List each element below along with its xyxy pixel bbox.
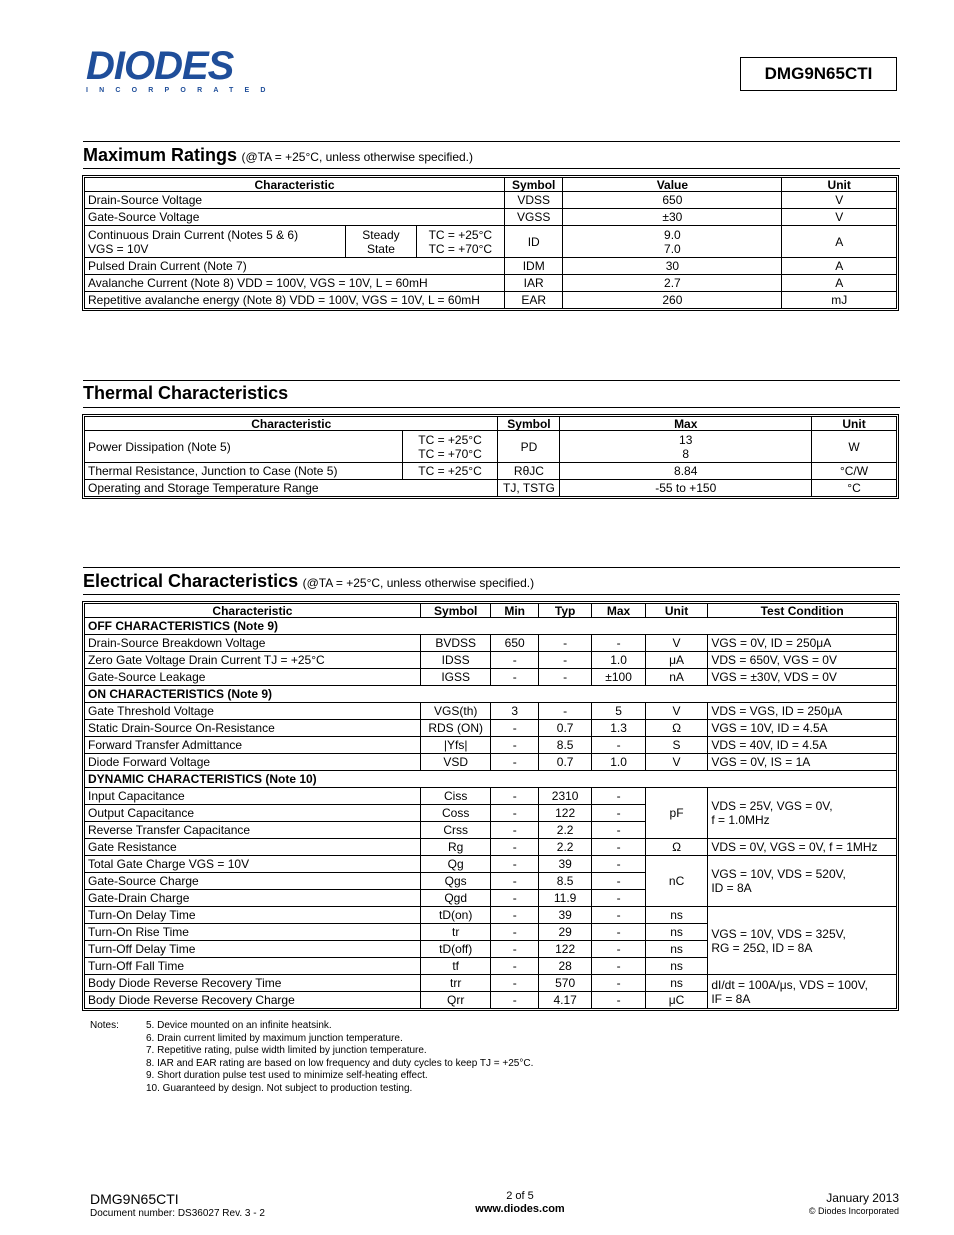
cell: Diode Forward Voltage: [85, 754, 421, 771]
cell: Rg: [420, 839, 491, 856]
cell: 1.0: [592, 652, 645, 669]
cell: Qg: [420, 856, 491, 873]
cell: nA: [645, 669, 708, 686]
cell: 260: [563, 292, 782, 309]
cell: Operating and Storage Temperature Range: [85, 480, 498, 497]
section-rule: [83, 407, 900, 408]
cell: -: [592, 635, 645, 652]
cell: 28: [538, 958, 591, 975]
cell: ns: [645, 907, 708, 924]
cell: -: [592, 907, 645, 924]
cell: ns: [645, 941, 708, 958]
cell: Drain-Source Voltage: [85, 192, 505, 209]
cell: Body Diode Reverse Recovery Time: [85, 975, 421, 992]
cell: RθJC: [498, 463, 560, 480]
cell: -: [491, 890, 538, 907]
cell: -: [491, 788, 538, 805]
col-header: Symbol: [420, 604, 491, 618]
cell-line: f = 1.0MHz: [711, 813, 770, 827]
cell: -: [592, 873, 645, 890]
table-row: [85, 258, 897, 275]
section-rule: [83, 567, 900, 568]
cell: -: [491, 805, 538, 822]
cell: -: [491, 856, 538, 873]
thermal-heading: [83, 383, 900, 404]
table-row: [85, 431, 897, 463]
cell: VGS = ±30V, VDS = 0V: [708, 669, 897, 686]
cell-line: VGS = 10V, VDS = 325V,: [711, 926, 846, 941]
cell: Coss: [420, 805, 491, 822]
cell: Drain-Source Breakdown Voltage: [85, 635, 421, 652]
cell-line: VGS = 10V, VDS = 520V,: [711, 867, 846, 881]
table-row: [85, 975, 897, 992]
cell: 8.84: [560, 463, 812, 480]
cell-line: TC = +25°C: [418, 432, 482, 447]
footer-right: [700, 1191, 899, 1216]
table-row: [85, 275, 897, 292]
table-header-row: [85, 604, 897, 618]
cell: trr: [420, 975, 491, 992]
col-header: Characteristic: [85, 417, 498, 431]
cell: -: [491, 873, 538, 890]
cell: -: [491, 754, 538, 771]
cell: Repetitive avalanche energy (Note 8) VDD = 100V, VGS = 10V, L = 60mH: [85, 292, 505, 309]
cell: [708, 975, 897, 1009]
cell-line: 13: [679, 432, 693, 447]
cell-line: TC = +70°C: [428, 241, 493, 256]
cell: VDSS: [505, 192, 563, 209]
section-rule: [83, 380, 900, 381]
cell-line: VGS = 10V: [88, 241, 149, 256]
cell: 0.7: [538, 720, 591, 737]
cell: V: [782, 192, 897, 209]
cell: -: [491, 975, 538, 992]
cell: tD(off): [420, 941, 491, 958]
cell-line: IF = 8A: [711, 991, 751, 1006]
cell: -: [592, 822, 645, 839]
cell: V: [645, 754, 708, 771]
cell: 5: [592, 703, 645, 720]
cell: Qrr: [420, 992, 491, 1009]
table-row: [85, 669, 897, 686]
notes-label: Notes:: [90, 1020, 119, 1031]
cell: -: [491, 822, 538, 839]
table-header-row: [85, 417, 897, 431]
cell: Zero Gate Voltage Drain Current TJ = +25°C: [85, 652, 421, 669]
cell: Avalanche Current (Note 8) VDD = 100V, VGS = 10V, L = 60mH: [85, 275, 505, 292]
cell: Gate-Source Voltage: [85, 209, 505, 226]
cell: BVDSS: [420, 635, 491, 652]
section-rule: [83, 141, 900, 142]
cell-line: RG = 25Ω, ID = 8A: [711, 940, 813, 955]
cell: -: [592, 890, 645, 907]
cell: -: [538, 669, 591, 686]
cell: -: [491, 924, 538, 941]
cell-line: TC = +70°C: [418, 446, 482, 461]
cell: Total Gate Charge VGS = 10V: [85, 856, 421, 873]
footer-date: January 2013: [826, 1191, 899, 1205]
cell: -: [491, 958, 538, 975]
cell: 39: [538, 907, 591, 924]
cell: 1.3: [592, 720, 645, 737]
cell: ns: [645, 975, 708, 992]
section-title: Maximum Ratings: [83, 145, 238, 165]
section-subtitle: (@TA = +25°C, unless otherwise specified.): [302, 576, 535, 590]
section-row: [85, 618, 897, 635]
cell: A: [782, 258, 897, 275]
cell: VSD: [420, 754, 491, 771]
cell: °C: [812, 480, 897, 497]
col-header: Value: [563, 178, 782, 192]
cell: ±100: [592, 669, 645, 686]
table-row: [85, 635, 897, 652]
cell: Gate-Source Leakage: [85, 669, 421, 686]
cell: [560, 431, 812, 463]
note-item: 7. Repetitive rating, pulse width limited by junction temperature.: [146, 1045, 427, 1057]
footer-part-number: DMG9N65CTI: [90, 1191, 179, 1207]
cell: RDS (ON): [420, 720, 491, 737]
cell: IDSS: [420, 652, 491, 669]
electrical-table: [84, 603, 897, 1009]
cell: VDS = VGS, ID = 250μA: [708, 703, 897, 720]
cell: 122: [538, 941, 591, 958]
col-header: Unit: [782, 178, 897, 192]
cell: -: [491, 720, 538, 737]
cell: -: [491, 652, 538, 669]
cell: -: [592, 958, 645, 975]
cell: -: [592, 805, 645, 822]
footer-doc-number: Document number: DS36027 Rev. 3 - 2: [90, 1208, 265, 1219]
notes-list: [146, 1020, 746, 1096]
cell: VGS(th): [420, 703, 491, 720]
cell-line: 9.0: [664, 227, 681, 242]
cell: -: [491, 839, 538, 856]
cell: [708, 856, 897, 907]
thermal-table: [84, 416, 897, 497]
cell-line: Continuous Drain Current (Notes 5 & 6): [88, 227, 299, 242]
cell: 8.5: [538, 873, 591, 890]
cell: mJ: [782, 292, 897, 309]
cell: 8.5: [538, 737, 591, 754]
note-item: 6. Drain current limited by maximum junction temperature.: [146, 1032, 403, 1044]
logo-wordmark: DIODES: [86, 44, 234, 88]
cell: 39: [538, 856, 591, 873]
cell: -: [592, 975, 645, 992]
diodes-logo: [86, 44, 277, 94]
col-header: Min: [491, 604, 538, 618]
section-title: Electrical Characteristics: [83, 571, 299, 591]
footer-page-number: 2 of 5: [506, 1190, 534, 1202]
cell: W: [812, 431, 897, 463]
cell: -: [538, 635, 591, 652]
max-ratings-table: [84, 177, 897, 309]
section-label: ON CHARACTERISTICS (Note 9): [85, 686, 897, 703]
cell: IAR: [505, 275, 563, 292]
cell: ns: [645, 958, 708, 975]
table-header-row: [85, 178, 897, 192]
cell: [708, 907, 897, 975]
cell: -: [592, 924, 645, 941]
cell: 1.0: [592, 754, 645, 771]
col-header: Max: [560, 417, 812, 431]
cell: Pulsed Drain Current (Note 7): [85, 258, 505, 275]
table-row: [85, 703, 897, 720]
table-row: [85, 737, 897, 754]
cell-line: 8: [682, 446, 690, 461]
cell: -: [491, 669, 538, 686]
cell: [402, 431, 498, 463]
cell: Turn-On Delay Time: [85, 907, 421, 924]
section-row: [85, 771, 897, 788]
col-header: Typ: [538, 604, 591, 618]
cell: A: [782, 226, 897, 258]
cell: VDS = 0V, VGS = 0V, f = 1MHz: [708, 839, 897, 856]
table-row: [85, 226, 897, 258]
cell: tr: [420, 924, 491, 941]
cell: VDS = 40V, ID = 4.5A: [708, 737, 897, 754]
cell: ns: [645, 924, 708, 941]
cell: VGS = 0V, IS = 1A: [708, 754, 897, 771]
footer-copyright: © Diodes Incorporated: [808, 1206, 899, 1216]
cell: 650: [563, 192, 782, 209]
cell: Turn-Off Fall Time: [85, 958, 421, 975]
cell: -: [592, 992, 645, 1009]
cell: Thermal Resistance, Junction to Case (Note 5): [85, 463, 403, 480]
section-label: DYNAMIC CHARACTERISTICS (Note 10): [85, 771, 897, 788]
cell: Gate Resistance: [85, 839, 421, 856]
cell: Gate-Drain Charge: [85, 890, 421, 907]
cell-line: ID = 8A: [711, 881, 752, 895]
section-rule: [83, 168, 900, 169]
cell: Steady State: [346, 226, 416, 258]
cell: tf: [420, 958, 491, 975]
cell: 570: [538, 975, 591, 992]
col-header: Characteristic: [85, 178, 505, 192]
cell: °C/W: [812, 463, 897, 480]
cell: TC = +25°C: [402, 463, 498, 480]
cell: μA: [645, 652, 708, 669]
cell: -55 to +150: [560, 480, 812, 497]
cell: Gate Threshold Voltage: [85, 703, 421, 720]
footer-website-link[interactable]: www.diodes.com: [475, 1203, 565, 1215]
logo-subtext: INCORPORATED: [86, 87, 277, 94]
cell: 2.2: [538, 822, 591, 839]
cell: Body Diode Reverse Recovery Charge: [85, 992, 421, 1009]
cell-line: VDS = 25V, VGS = 0V,: [711, 799, 833, 813]
col-header: Symbol: [498, 417, 560, 431]
note-item: 10. Guaranteed by design. Not subject to production testing.: [146, 1082, 413, 1094]
cell: 29: [538, 924, 591, 941]
cell: -: [592, 839, 645, 856]
cell: V: [782, 209, 897, 226]
cell: nC: [645, 856, 708, 907]
col-header: Max: [592, 604, 645, 618]
cell: 2310: [538, 788, 591, 805]
cell: |Yfs|: [420, 737, 491, 754]
cell: 122: [538, 805, 591, 822]
cell: IGSS: [420, 669, 491, 686]
cell: [416, 226, 504, 258]
cell-line: dI/dt = 100A/μs, VDS = 100V,: [711, 977, 868, 992]
cell: -: [538, 652, 591, 669]
cell: VGS = 10V, ID = 4.5A: [708, 720, 897, 737]
cell: [85, 226, 346, 258]
cell: S: [645, 737, 708, 754]
cell: -: [592, 737, 645, 754]
section-title: Thermal Characteristics: [83, 383, 289, 403]
cell: 30: [563, 258, 782, 275]
table-row: [85, 839, 897, 856]
cell: TJ, TSTG: [498, 480, 560, 497]
col-header: Test Condition: [708, 604, 897, 618]
cell: V: [645, 703, 708, 720]
cell: 3: [491, 703, 538, 720]
cell: Qgs: [420, 873, 491, 890]
cell: μC: [645, 992, 708, 1009]
cell: Forward Transfer Admittance: [85, 737, 421, 754]
table-row: [85, 788, 897, 805]
cell: Turn-On Rise Time: [85, 924, 421, 941]
section-rule: [83, 594, 900, 595]
table-row: [85, 720, 897, 737]
cell: A: [782, 275, 897, 292]
cell: VDS = 650V, VGS = 0V: [708, 652, 897, 669]
cell: Input Capacitance: [85, 788, 421, 805]
cell: tD(on): [420, 907, 491, 924]
table-row: [85, 292, 897, 309]
table-row: [85, 209, 897, 226]
footer-left: [90, 1191, 265, 1219]
cell: Turn-Off Delay Time: [85, 941, 421, 958]
cell: 650: [491, 635, 538, 652]
note-item: 5. Device mounted on an infinite heatsink.: [146, 1020, 332, 1031]
footer-center: [420, 1190, 620, 1215]
max-ratings-heading: [83, 145, 900, 166]
cell: Reverse Transfer Capacitance: [85, 822, 421, 839]
table-row: [85, 907, 897, 924]
cell: Ω: [645, 839, 708, 856]
cell: 2.7: [563, 275, 782, 292]
cell: Static Drain-Source On-Resistance: [85, 720, 421, 737]
table-row: [85, 856, 897, 873]
cell: Qgd: [420, 890, 491, 907]
cell: VGSS: [505, 209, 563, 226]
cell: Gate-Source Charge: [85, 873, 421, 890]
section-row: [85, 686, 897, 703]
cell: 0.7: [538, 754, 591, 771]
cell: Output Capacitance: [85, 805, 421, 822]
cell: EAR: [505, 292, 563, 309]
table-row: [85, 192, 897, 209]
cell: pF: [645, 788, 708, 839]
cell: -: [592, 856, 645, 873]
cell: Ciss: [420, 788, 491, 805]
cell: 4.17: [538, 992, 591, 1009]
cell: V: [645, 635, 708, 652]
cell: Crss: [420, 822, 491, 839]
cell: Power Dissipation (Note 5): [85, 431, 403, 463]
part-number-box: DMG9N65CTI: [740, 57, 897, 91]
cell-line: TC = +25°C: [428, 227, 493, 242]
electrical-heading: [83, 571, 900, 592]
col-header: Symbol: [505, 178, 563, 192]
cell: PD: [498, 431, 560, 463]
cell: -: [491, 737, 538, 754]
cell: 11.9: [538, 890, 591, 907]
col-header: Unit: [812, 417, 897, 431]
cell-line: 7.0: [664, 241, 681, 256]
table-row: [85, 754, 897, 771]
cell: -: [491, 941, 538, 958]
table-row: [85, 480, 897, 497]
cell: Ω: [645, 720, 708, 737]
section-subtitle: (@TA = +25°C, unless otherwise specified.): [241, 150, 474, 164]
cell: -: [491, 992, 538, 1009]
cell: -: [491, 907, 538, 924]
cell: -: [592, 788, 645, 805]
col-header: Characteristic: [85, 604, 421, 618]
section-label: OFF CHARACTERISTICS (Note 9): [85, 618, 897, 635]
table-row: [85, 463, 897, 480]
cell: VGS = 0V, ID = 250μA: [708, 635, 897, 652]
note-item: 9. Short duration pulse test used to minimize self-heating effect.: [146, 1070, 428, 1082]
table-row: [85, 652, 897, 669]
cell: -: [592, 941, 645, 958]
note-item: 8. IAR and EAR rating are based on low frequency and duty cycles to keep TJ = +25°C.: [146, 1057, 534, 1069]
col-header: Unit: [645, 604, 708, 618]
cell: IDM: [505, 258, 563, 275]
cell: [563, 226, 782, 258]
cell: ±30: [563, 209, 782, 226]
cell: ID: [505, 226, 563, 258]
cell: [708, 788, 897, 839]
cell: 2.2: [538, 839, 591, 856]
cell: -: [538, 703, 591, 720]
